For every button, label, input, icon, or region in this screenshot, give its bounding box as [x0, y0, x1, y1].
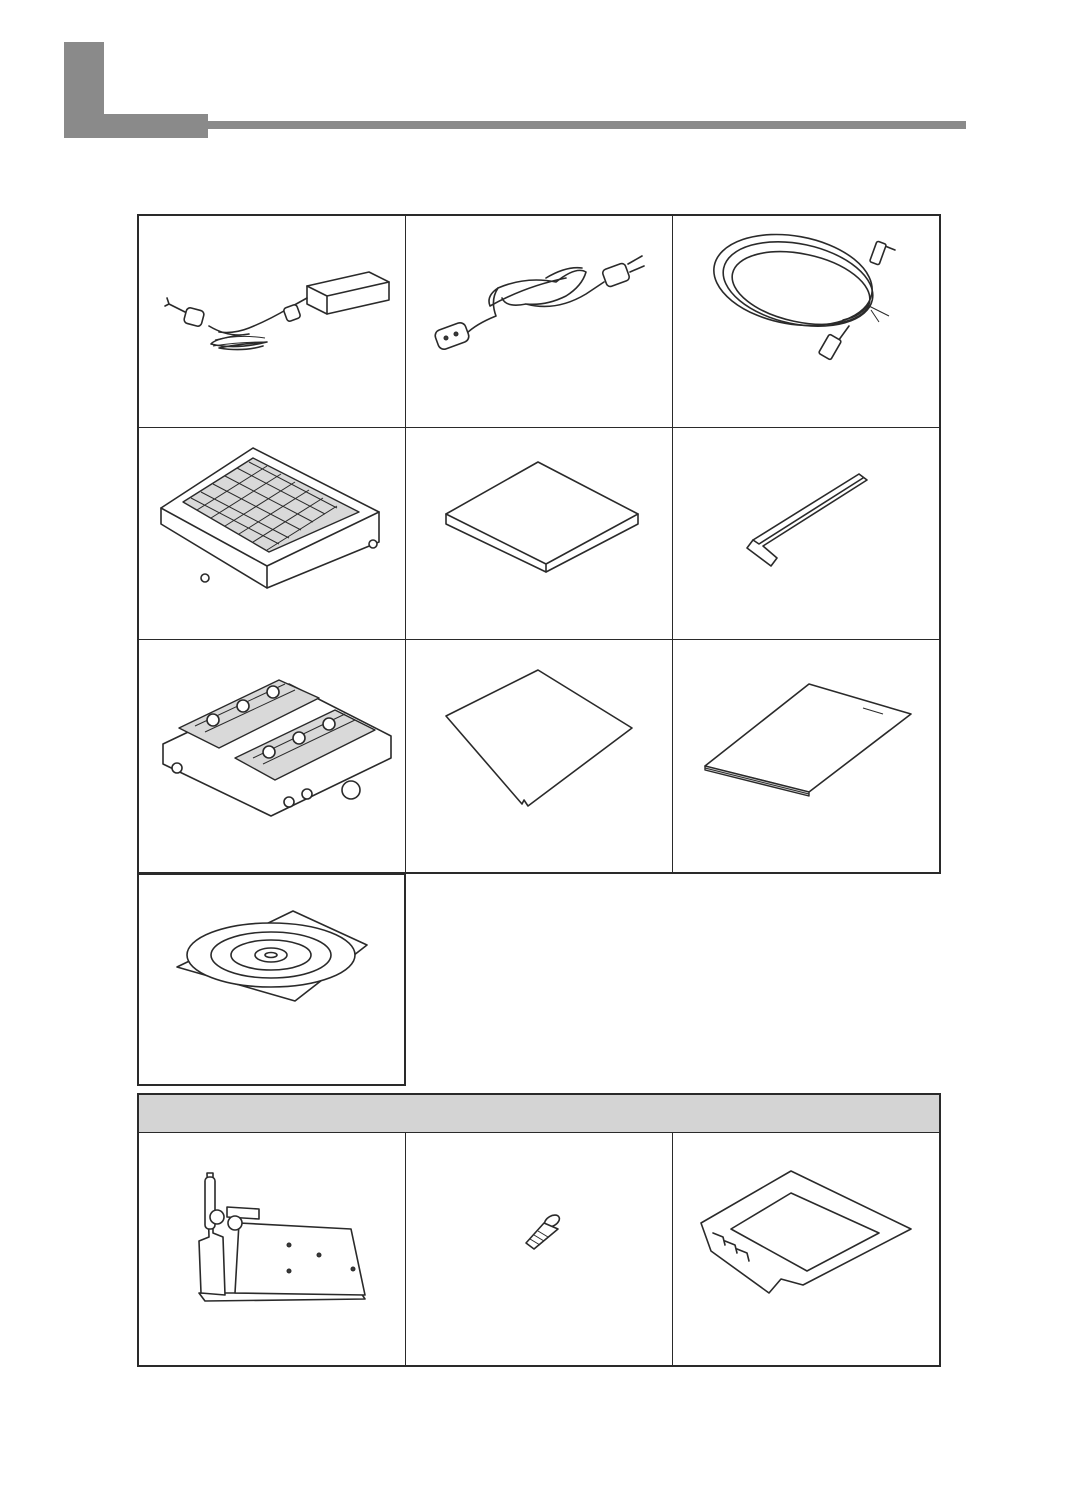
vise-icon [139, 640, 405, 851]
table-icon [139, 428, 405, 639]
film-icon [406, 640, 672, 851]
section-header-rule [208, 121, 966, 129]
item-cell-power-cord [406, 216, 672, 427]
item-cell-manual [673, 640, 939, 851]
item-cell-usb-cable [673, 216, 939, 427]
item-cell-sheet [406, 428, 672, 639]
item-cell-frame [673, 1133, 939, 1365]
item-cell-holder [139, 1133, 405, 1365]
optional-items-table [137, 1093, 941, 1367]
item-cell-hexagonal-wrench [673, 428, 939, 639]
item-cell-film [406, 640, 672, 851]
item-cell-cd-rom [137, 873, 406, 1086]
power-cord-icon [406, 216, 672, 427]
holder-icon [139, 1133, 405, 1365]
manual-icon [673, 640, 939, 851]
hexagonal-wrench-icon [673, 428, 939, 639]
item-cell-ac-adapter [139, 216, 405, 427]
section-marker-base [64, 114, 208, 138]
screw-icon [406, 1133, 672, 1365]
optional-items-header [139, 1095, 939, 1133]
included-items-table [137, 214, 941, 874]
frame-icon [673, 1133, 939, 1365]
cd-rom-icon [139, 875, 404, 1084]
item-cell-vise [139, 640, 405, 851]
sheet-icon [406, 428, 672, 639]
item-cell-table [139, 428, 405, 639]
usb-cable-icon [673, 216, 939, 427]
item-cell-screw [406, 1133, 672, 1365]
ac-adapter-icon [139, 216, 405, 427]
